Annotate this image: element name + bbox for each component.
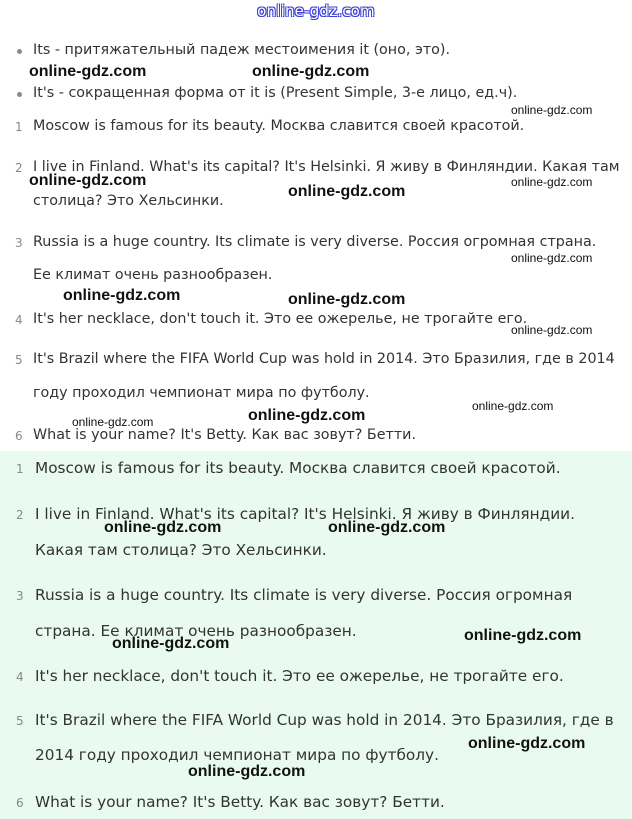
list-item-number: 4 [15, 313, 23, 327]
watermark: online-gdz.com [472, 399, 554, 413]
watermark: online-gdz.com [328, 519, 446, 536]
list-item-line: Moscow is famous for its beauty. Москва славится своей красотой. [35, 459, 561, 477]
watermark: online-gdz.com [511, 103, 593, 117]
list-item-number: 3 [15, 236, 23, 250]
watermark: online-gdz.com [511, 175, 593, 189]
list-item-number: 6 [16, 796, 24, 810]
list-item-line: I live in Finland. What's its capital? It's Helsinki. Я живу в Финляндии. [35, 505, 575, 523]
list-item-line: It's Brazil where the FIFA World Cup was hold in 2014. Это Бразилия, где в [35, 711, 614, 729]
list-item-line: году проходил чемпионат мира по футболу. [33, 385, 370, 401]
bullet-text-its: Its - притяжательный падеж местоимения it (оно, это). [33, 42, 451, 58]
list-item-line: It's her necklace, don't touch it. Это ее ожерелье, не трогайте его. [35, 667, 564, 685]
list-item-line: It's Brazil where the FIFA World Cup was hold in 2014. Это Бразилия, где в 2014 [33, 351, 615, 367]
watermark: online-gdz.com [188, 763, 306, 780]
list-item-number: 2 [15, 161, 23, 175]
list-item-number: 6 [15, 429, 23, 443]
list-item-number: 5 [16, 714, 24, 728]
list-item-line: Ее климат очень разнообразен. [33, 267, 273, 283]
bullet-icon [17, 49, 22, 54]
list-item-line: Какая там столица? Это Хельсинки. [35, 541, 327, 559]
list-item-line: 2014 году проходил чемпионат мира по футболу. [35, 746, 439, 764]
watermark: online-gdz.com [252, 63, 370, 80]
list-item-number: 5 [15, 353, 23, 367]
list-item-line: страна. Ее климат очень разнообразен. [35, 622, 357, 640]
list-item-number: 4 [16, 670, 24, 684]
list-item-line: Russia is a huge country. Its climate is very diverse. Россия огромная страна. [33, 234, 597, 250]
list-item-line: Moscow is famous for its beauty. Москва славится своей красотой. [33, 118, 525, 134]
list-item-line: What is your name? It's Betty. Как вас зовут? Бетти. [35, 793, 445, 811]
watermark: online-gdz.com [288, 291, 406, 308]
list-item-number: 3 [16, 589, 24, 603]
list-item-line: столица? Это Хельсинки. [33, 193, 224, 209]
list-item-number: 2 [16, 508, 24, 522]
list-item-number: 1 [16, 462, 24, 476]
list-item-line: Russia is a huge country. Its climate is very diverse. Россия огромная [35, 586, 573, 604]
bullet-text-it-s: It's - сокращенная форма от it is (Present Simple, 3-е лицо, ед.ч). [33, 85, 518, 101]
watermark: online-gdz.com [112, 635, 230, 652]
bullet-icon [17, 92, 22, 97]
watermark: online-gdz.com [464, 627, 582, 644]
watermark: online-gdz.com [248, 407, 366, 424]
watermark: online-gdz.com [511, 251, 593, 265]
list-item-line: It's her necklace, don't touch it. Это ее ожерелье, не трогайте его. [33, 311, 528, 327]
watermark: online-gdz.com [468, 735, 586, 752]
list-item-line: What is your name? It's Betty. Как вас зовут? Бетти. [33, 427, 416, 443]
watermark: online-gdz.com [104, 519, 222, 536]
watermark: online-gdz.com [29, 172, 147, 189]
watermark: online-gdz.com [63, 287, 181, 304]
watermark: online-gdz.com [29, 63, 147, 80]
list-item-number: 1 [15, 120, 23, 134]
watermark: online-gdz.com [288, 183, 406, 200]
watermark: online-gdz.com [72, 415, 154, 429]
list-item-line: I live in Finland. What's its capital? It's Helsinki. Я живу в Финляндии. Какая там [33, 159, 620, 175]
site-header-logo: online-gdz.com [257, 2, 375, 20]
watermark: online-gdz.com [511, 323, 593, 337]
